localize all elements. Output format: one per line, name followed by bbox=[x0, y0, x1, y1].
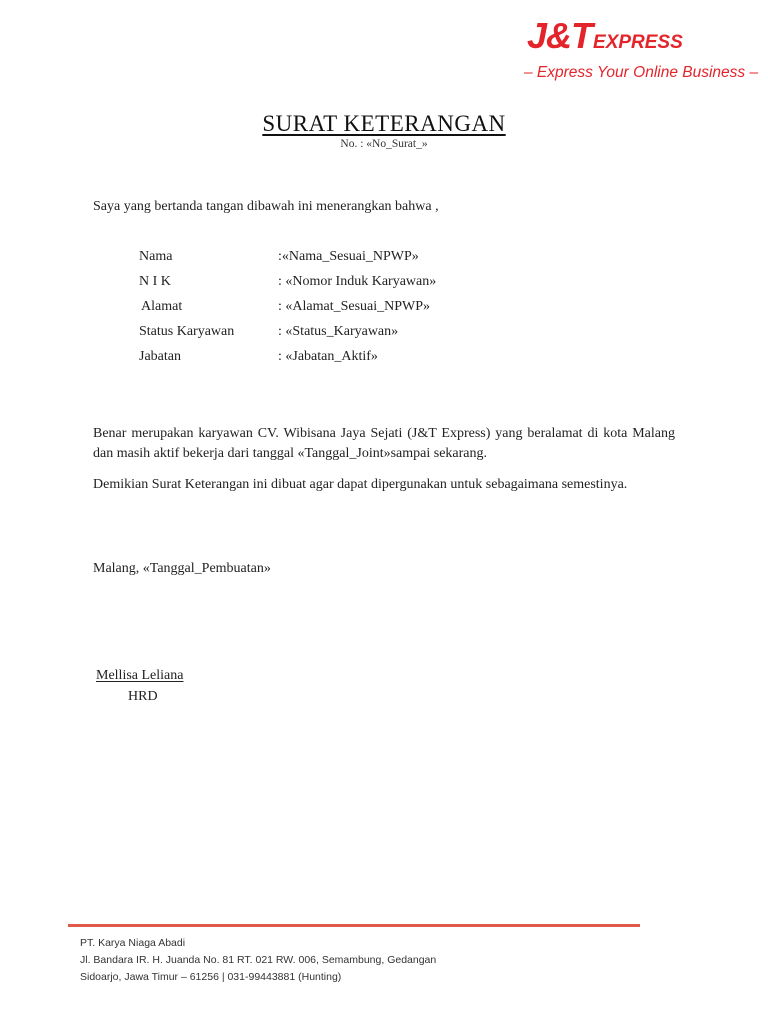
footer-address: Jl. Bandara IR. H. Juanda No. 81 RT. 021 RW. 006, Semambung, Gedangan bbox=[80, 954, 437, 966]
logo-wordmark bbox=[527, 15, 683, 56]
logo-tagline: – Express Your Online Business – bbox=[524, 64, 759, 81]
footer-company: PT. Karya Niaga Abadi bbox=[80, 937, 186, 949]
footer-contact: Sidoarjo, Jawa Timur – 61256 | 031-99443881 (Hunting) bbox=[80, 971, 342, 983]
document-title: SURAT KETERANGAN bbox=[262, 111, 506, 136]
field-value: : «Jabatan_Aktif» bbox=[278, 349, 378, 364]
footer-divider bbox=[68, 924, 640, 927]
paragraph-employment: Benar merupakan karyawan CV. Wibisana Jaya Sejati (J&T Express) yang beralamat di kota Malang dan masih aktif bekerja dari tanggal «Tanggal_Joint»sampai sekarang. bbox=[93, 426, 675, 461]
logo-brand: J&T bbox=[527, 15, 593, 56]
field-label: Jabatan bbox=[139, 349, 181, 364]
place-date: Malang, «Tanggal_Pembuatan» bbox=[93, 561, 271, 576]
field-value: :«Nama_Sesuai_NPWP» bbox=[278, 249, 419, 264]
paragraph-closing: Demikian Surat Keterangan ini dibuat agar dapat dipergunakan untuk sebagaimana semestinya. bbox=[93, 477, 628, 492]
field-label: N I K bbox=[139, 274, 171, 289]
field-value: : «Alamat_Sesuai_NPWP» bbox=[278, 299, 431, 314]
signer-name: Mellisa Leliana bbox=[96, 668, 184, 683]
field-value: : «Status_Karyawan» bbox=[278, 324, 399, 339]
intro-text: Saya yang bertanda tangan dibawah ini menerangkan bahwa , bbox=[93, 199, 439, 214]
document-number: No. : «No_Surat_» bbox=[340, 138, 428, 150]
field-label: Status Karyawan bbox=[139, 324, 235, 339]
field-label: Nama bbox=[139, 249, 173, 264]
field-value: : «Nomor Induk Karyawan» bbox=[278, 274, 437, 289]
logo-express: EXPRESS bbox=[593, 32, 683, 53]
signer-role: HRD bbox=[128, 689, 158, 704]
company-logo bbox=[524, 15, 759, 88]
field-label: Alamat bbox=[141, 299, 183, 314]
